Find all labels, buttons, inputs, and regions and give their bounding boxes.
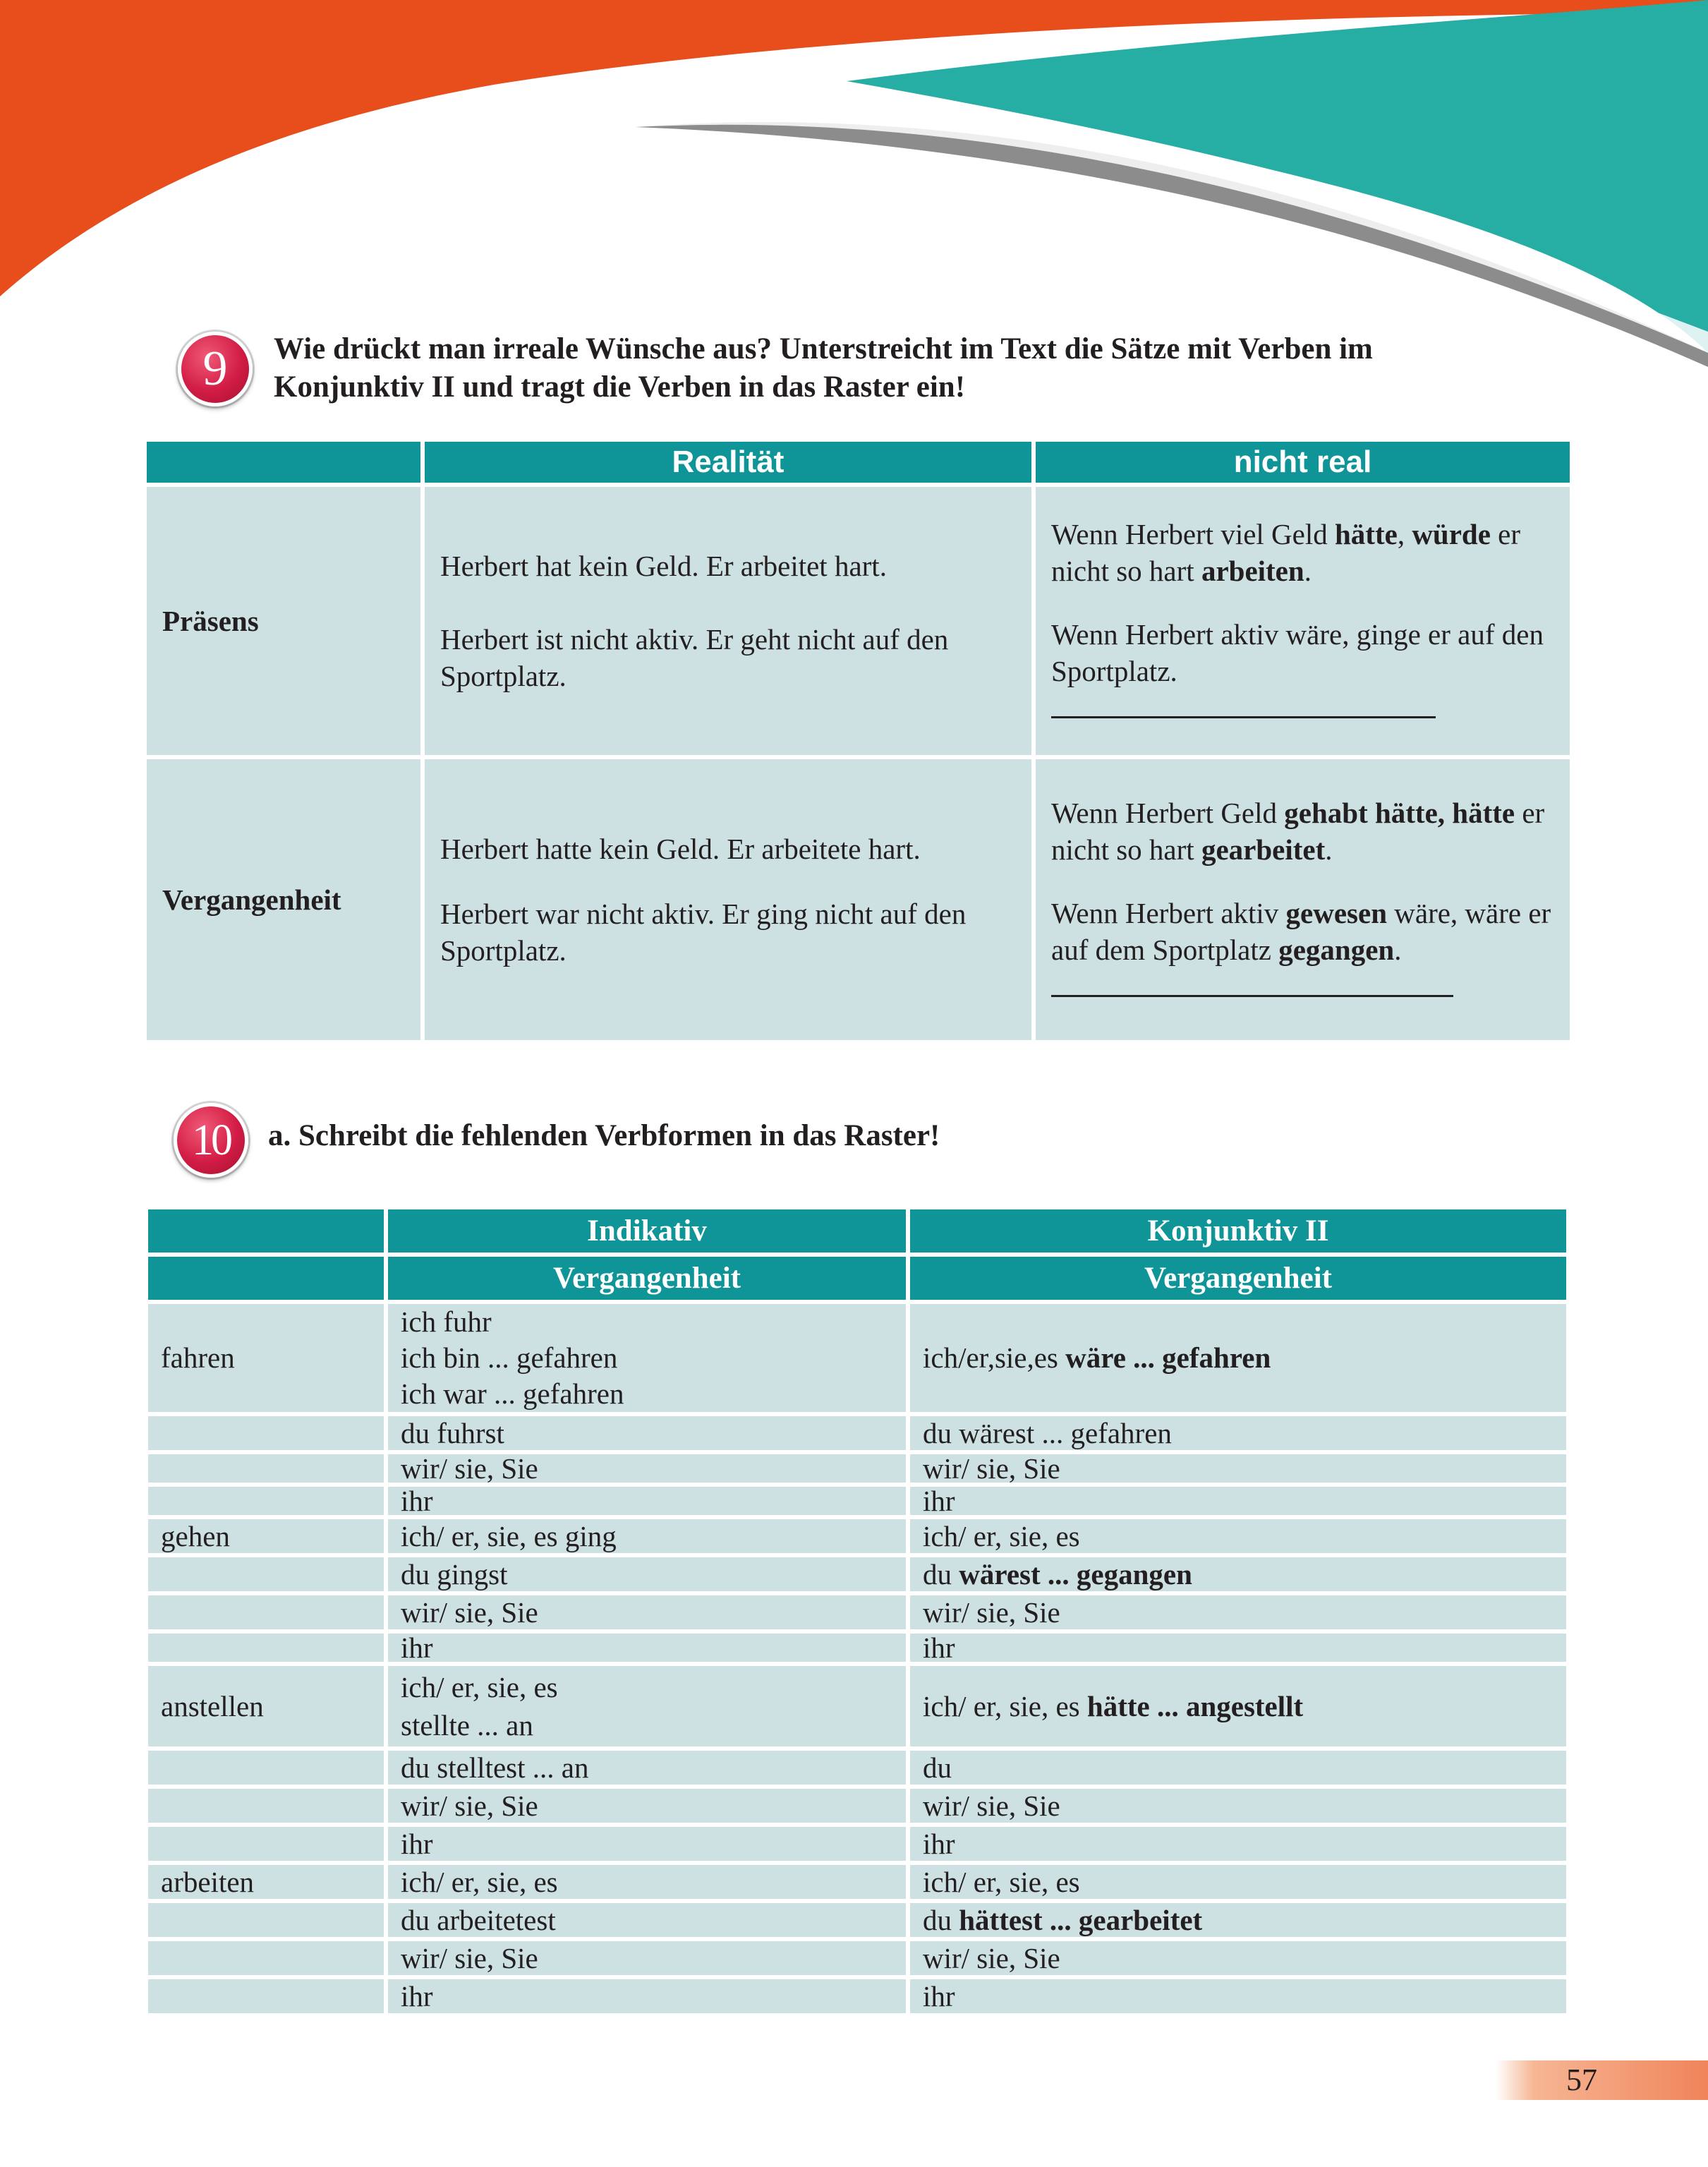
konjunktiv-form: wir/ sie, Sie [923, 1789, 1060, 1822]
table-row [148, 1903, 1566, 1937]
indikativ-form: wir/ sie, Sie [401, 1789, 538, 1822]
konjunktiv-form: ich/ er, sie, es [923, 1520, 1080, 1552]
table-row [148, 1789, 1566, 1823]
verb-cell [148, 1903, 384, 1937]
exercise-10-instruction: a. Schreibt die fehlenden Verbformen in das Raster! [268, 1119, 940, 1152]
verb-cell: anstellen [148, 1666, 384, 1746]
table-row [148, 1454, 1566, 1483]
verb-cell [148, 1941, 384, 1975]
konjunktiv-cell [910, 1595, 1566, 1629]
indikativ-cell [388, 1454, 906, 1483]
verb-cell [148, 1634, 384, 1662]
table-row [148, 1416, 1566, 1450]
table-row [148, 1519, 1566, 1553]
indikativ-form: du fuhrst [401, 1417, 504, 1449]
konjunktiv-form: ich/ er, sie, es [923, 1866, 1080, 1898]
konjunktiv-form: wir/ sie, Sie [923, 1942, 1060, 1974]
indikativ-form: ich fuhr [401, 1305, 492, 1338]
indikativ-form: du arbeitetest [401, 1904, 556, 1936]
konjunktiv-cell [910, 1631, 1566, 1664]
konjunktiv-form: wir/ sie, Sie [923, 1596, 1060, 1629]
table-row [148, 1487, 1566, 1515]
unreal-sentence: Wenn Herbert viel Geld hätte, würde er nicht so hart arbeiten. [1051, 517, 1521, 587]
verb-cell [148, 1557, 384, 1591]
indikativ-cell [388, 1751, 906, 1785]
subheader-empty [148, 1257, 384, 1300]
reality-sentence: Herbert hatte kein Geld. Er arbeitete hart. [440, 833, 921, 865]
indikativ-cell [388, 1557, 906, 1591]
konjunktiv-form: du [923, 1751, 952, 1784]
konjunktiv-cell [910, 1903, 1566, 1937]
subheader-indikativ-tense: Vergangenheit [388, 1257, 906, 1300]
konjunktiv-form-bold: wäre ... gefahren [1065, 1341, 1271, 1374]
table-row [148, 1666, 1566, 1746]
indikativ-form: ihr [401, 1980, 433, 2012]
header-konjunktiv: Konjunktiv II [910, 1209, 1566, 1252]
unreal-cell [1036, 759, 1570, 1040]
verb-forms-body [148, 1304, 1566, 2013]
indikativ-form: ihr [401, 1828, 433, 1860]
indikativ-cell [388, 1941, 906, 1975]
verb-cell [148, 1751, 384, 1785]
konjunktiv-cell [910, 1666, 1566, 1746]
konjunktiv-form: ihr [923, 1828, 955, 1860]
konjunktiv-cell [910, 1487, 1566, 1515]
indikativ-form: ihr [401, 1485, 433, 1517]
instruction-line: Konjunktiv II und tragt die Verben in das Raster ein! [274, 370, 966, 404]
reality-cell [425, 759, 1031, 1040]
unreal-sentence: Wenn Herbert aktiv wäre, ginge er auf den Sportplatz. [1051, 617, 1544, 687]
konjunktiv-form: du [923, 1558, 959, 1590]
row-label: Vergangenheit [147, 759, 420, 1040]
verb-cell [148, 1979, 384, 2013]
indikativ-cell [388, 1487, 906, 1515]
indikativ-form: ich war ... gefahren [401, 1377, 624, 1410]
verb-cell: gehen [148, 1519, 384, 1553]
exercise-9-badge: 9 [178, 332, 253, 406]
reality-sentence: Herbert hat kein Geld. Er arbeitet hart. [440, 550, 887, 582]
page-number: 57 [1496, 2060, 1708, 2100]
konjunktiv-form-bold: hättest ... gearbeitet [959, 1904, 1203, 1936]
header-empty [147, 442, 420, 483]
konjunktiv-form: ihr [923, 1485, 955, 1517]
konjunktiv-cell [910, 1519, 1566, 1553]
unreal-cell [1036, 487, 1570, 755]
header-not-real: nicht real [1036, 442, 1570, 483]
konjunktiv-cell [910, 1827, 1566, 1861]
unreal-sentence: Wenn Herbert Geld gehabt hätte, hätte er nicht so hart gearbeitet. [1051, 796, 1545, 866]
indikativ-cell [388, 1631, 906, 1664]
indikativ-cell [388, 1595, 906, 1629]
konjunktiv-cell [910, 1751, 1566, 1785]
indikativ-cell [388, 1789, 906, 1823]
konjunktiv-form: ich/ er, sie, es [923, 1690, 1087, 1722]
indikativ-form: ich bin ... gefahren [401, 1341, 618, 1374]
exercise-9-instruction [274, 330, 1373, 406]
table-header-row [148, 1209, 1566, 1252]
header-decoration [0, 0, 1708, 367]
indikativ-cell [388, 1519, 906, 1553]
table-row [148, 1634, 1566, 1662]
table-row [148, 1557, 1566, 1591]
table-row [148, 1941, 1566, 1975]
konjunktiv-cell [910, 1557, 1566, 1591]
answer-blank-line[interactable] [1051, 981, 1453, 997]
answer-blank-line[interactable] [1051, 702, 1436, 718]
table-header-row [147, 442, 1570, 483]
verb-forms-table [144, 1205, 1570, 2017]
exercise-10-badge: 10 [174, 1103, 248, 1178]
verb-cell [148, 1789, 384, 1823]
header-empty [148, 1209, 384, 1252]
konjunktiv-cell [910, 1454, 1566, 1483]
header-indikativ: Indikativ [388, 1209, 906, 1252]
indikativ-form: ich/ er, sie, es [401, 1671, 558, 1703]
verb-cell [148, 1454, 384, 1483]
reality-sentence: Herbert ist nicht aktiv. Er geht nicht auf den Sportplatz. [440, 623, 949, 692]
verb-cell [148, 1487, 384, 1515]
indikativ-form: du gingst [401, 1558, 508, 1590]
indikativ-form: wir/ sie, Sie [401, 1942, 538, 1974]
konjunktiv-form-bold: hätte ... angestellt [1086, 1690, 1304, 1722]
konjunktiv-cell [910, 1416, 1566, 1450]
konjunktiv-form: du wärest ... gefahren [923, 1417, 1172, 1449]
indikativ-cell [388, 1903, 906, 1937]
verb-cell: arbeiten [148, 1865, 384, 1899]
table-row [148, 1865, 1566, 1899]
table-row [148, 1304, 1566, 1412]
konjunktiv-cell [910, 1941, 1566, 1975]
verb-cell [148, 1827, 384, 1861]
indikativ-form: ihr [401, 1631, 433, 1664]
konjunktiv-form: ihr [923, 1631, 955, 1664]
indikativ-cell [388, 1827, 906, 1861]
instruction-line: Wie drückt man irreale Wünsche aus? Unterstreicht im Text die Sätze mit Verben im [274, 332, 1373, 366]
indikativ-form: ich/ er, sie, es [401, 1866, 558, 1898]
reality-sentence: Herbert war nicht aktiv. Er ging nicht auf den Sportplatz. [440, 898, 967, 967]
verb-cell [148, 1595, 384, 1629]
konjunktiv-cell [910, 1304, 1566, 1412]
table-row [148, 1827, 1566, 1861]
indikativ-form: wir/ sie, Sie [401, 1452, 538, 1485]
verb-cell [148, 1416, 384, 1450]
indikativ-form: ich/ er, sie, es ging [401, 1520, 617, 1552]
konjunktiv-cell [910, 1979, 1566, 2013]
subheader-konjunktiv-tense: Vergangenheit [910, 1257, 1566, 1300]
indikativ-form: stellte ... an [401, 1709, 533, 1742]
row-label: Präsens [147, 487, 420, 755]
verb-cell: fahren [148, 1304, 384, 1412]
wishes-table [143, 437, 1574, 1044]
table-subheader-row [148, 1257, 1566, 1300]
table-row [147, 487, 1570, 755]
konjunktiv-form-bold: wärest ... gegangen [959, 1558, 1192, 1590]
reality-cell [425, 487, 1031, 755]
table-row [148, 1751, 1566, 1785]
konjunktiv-form: wir/ sie, Sie [923, 1452, 1060, 1485]
indikativ-cell [388, 1865, 906, 1899]
konjunktiv-form: ihr [923, 1980, 955, 2012]
konjunktiv-cell [910, 1865, 1566, 1899]
table-row [148, 1979, 1566, 2013]
indikativ-cell [388, 1979, 906, 2013]
konjunktiv-form: ich/er,sie,es [923, 1341, 1066, 1374]
indikativ-cell [388, 1304, 906, 1412]
table-row [148, 1595, 1566, 1629]
indikativ-form: du stelltest ... an [401, 1751, 589, 1784]
header-reality: Realität [425, 442, 1031, 483]
konjunktiv-cell [910, 1789, 1566, 1823]
indikativ-cell [388, 1666, 906, 1746]
table-row [147, 759, 1570, 1040]
unreal-sentence: Wenn Herbert aktiv gewesen wäre, wäre er auf dem Sportplatz gegangen. [1051, 896, 1551, 966]
konjunktiv-form: du [923, 1904, 959, 1936]
indikativ-cell [388, 1416, 906, 1450]
indikativ-form: wir/ sie, Sie [401, 1596, 538, 1629]
